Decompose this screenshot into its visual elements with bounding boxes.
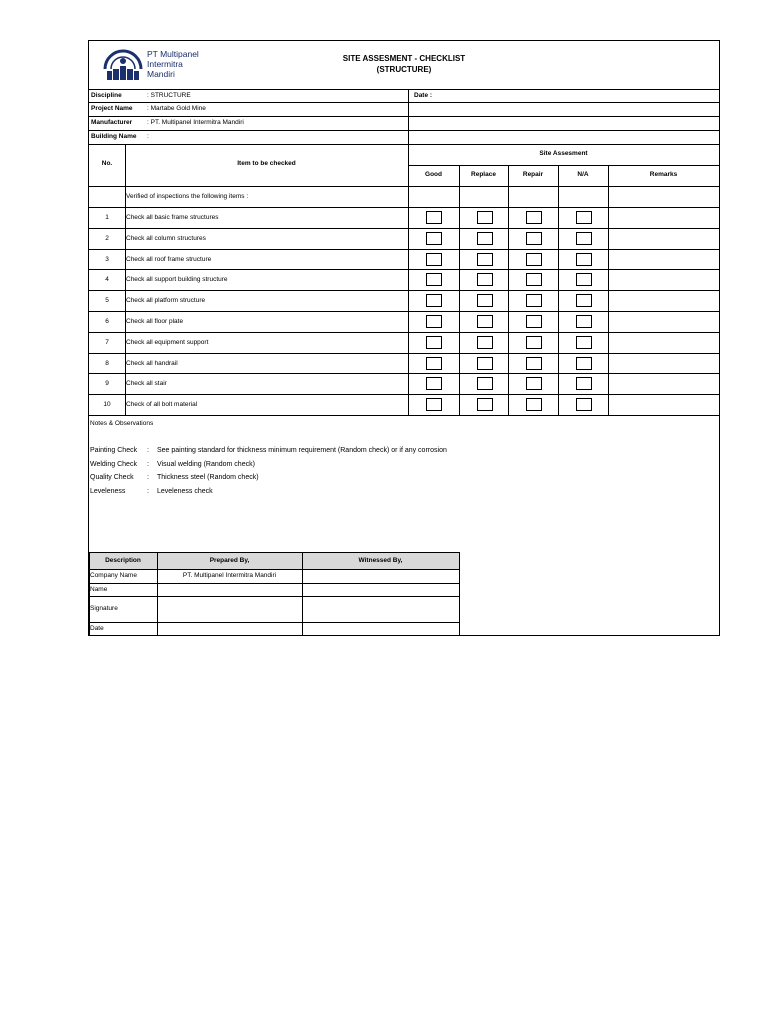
item-header: Item to be checked	[237, 160, 296, 167]
info-value: :	[147, 133, 149, 140]
checkbox-good[interactable]	[426, 336, 442, 349]
checkbox-repair[interactable]	[526, 294, 542, 307]
checkbox-na[interactable]	[576, 232, 592, 245]
col-rule	[608, 165, 609, 416]
info-row-rule	[89, 130, 719, 131]
column-header-good: Good	[425, 171, 442, 178]
row-rule	[89, 332, 719, 333]
note-colon: :	[147, 460, 149, 468]
checkbox-replace[interactable]	[477, 253, 493, 266]
checkbox-replace[interactable]	[477, 336, 493, 349]
info-label: Building Name	[91, 133, 137, 140]
company-name: PT Multipanel Intermitra Mandiri	[147, 49, 199, 79]
checkbox-good[interactable]	[426, 398, 442, 411]
row-number: 2	[105, 235, 109, 242]
checkbox-good[interactable]	[426, 357, 442, 370]
checkbox-na[interactable]	[576, 315, 592, 328]
row-number: 6	[105, 318, 109, 325]
checkbox-replace[interactable]	[477, 211, 493, 224]
checkbox-repair[interactable]	[526, 211, 542, 224]
checkbox-na[interactable]	[576, 357, 592, 370]
company-logo-icon	[101, 47, 145, 83]
row-rule	[89, 353, 719, 354]
row-number: 7	[105, 339, 109, 346]
column-header-repair: Repair	[522, 171, 544, 178]
note-colon: :	[147, 474, 149, 481]
checkbox-replace[interactable]	[477, 232, 493, 245]
signoff-col-rule	[459, 552, 460, 636]
row-item: Check all equipment support	[126, 339, 209, 346]
column-header-remarks: Remarks	[649, 171, 678, 178]
no-header: No.	[101, 160, 113, 167]
row-rule	[89, 394, 719, 395]
signoff-row-label: Name	[90, 586, 108, 593]
signoff-rule	[89, 552, 459, 553]
note-label: Painting Check	[90, 447, 138, 454]
checkbox-repair[interactable]	[526, 357, 542, 370]
checkbox-replace[interactable]	[477, 377, 493, 390]
row-rule	[89, 311, 719, 312]
info-row-rule	[89, 116, 719, 117]
note-text: Thickness steel (Random check)	[157, 474, 259, 481]
row-item: Check of all bolt material	[126, 401, 198, 408]
signoff-row-label: Signature	[90, 605, 118, 612]
checkbox-good[interactable]	[426, 232, 442, 245]
column-header-replace: Replace	[471, 171, 496, 178]
row-rule	[89, 269, 719, 270]
info-divider	[408, 89, 409, 144]
info-value: : Martabe Gold Mine	[147, 105, 206, 112]
row-item: Check all stair	[126, 380, 167, 387]
col-rule	[558, 165, 559, 416]
checkbox-na[interactable]	[576, 253, 592, 266]
checkbox-repair[interactable]	[526, 336, 542, 349]
checkbox-na[interactable]	[576, 398, 592, 411]
signoff-rule	[89, 622, 459, 623]
signoff-header-2: Witnessed By,	[358, 557, 403, 564]
info-value: : PT. Multipanel Intermitra Mandiri	[147, 119, 244, 126]
info-label: Discipline	[91, 92, 122, 99]
signoff-rule	[89, 596, 459, 597]
info-row-rule	[89, 144, 719, 145]
info-value: : STRUCTURE	[147, 92, 191, 99]
signoff-header-0: Description	[105, 557, 141, 564]
document-title: SITE ASSESMENT - CHECKLIST (STRUCTURE)	[342, 54, 466, 74]
note-label: Quality Check	[90, 474, 134, 481]
row-number: 10	[103, 401, 111, 408]
signoff-header-1: Prepared By,	[209, 557, 250, 564]
note-text: Visual welding (Random check)	[157, 460, 255, 468]
row-rule	[89, 373, 719, 374]
checkbox-repair[interactable]	[526, 232, 542, 245]
checkbox-good[interactable]	[426, 315, 442, 328]
note-colon: :	[147, 487, 149, 495]
row-number: 5	[105, 297, 109, 304]
row-number: 8	[105, 360, 109, 367]
checkbox-replace[interactable]	[477, 294, 493, 307]
checklist-sheet	[88, 40, 720, 636]
note-label: Leveleness	[90, 487, 126, 495]
checkbox-good[interactable]	[426, 294, 442, 307]
info-label: Manufacturer	[91, 119, 133, 126]
header-rule	[89, 186, 719, 187]
document-header	[89, 41, 719, 89]
note-text: See painting standard for thickness minimum requirement (Random check) or if any corrosion	[157, 447, 447, 454]
verified-intro: Verified of inspections the following items :	[126, 193, 249, 200]
row-rule	[89, 207, 719, 208]
row-item: Check all handrail	[126, 360, 178, 367]
checkbox-na[interactable]	[576, 336, 592, 349]
note-label: Welding Check	[90, 460, 137, 468]
info-label: Project Name	[91, 105, 133, 112]
notes-title: Notes & Observations	[90, 420, 154, 427]
checkbox-na[interactable]	[576, 294, 592, 307]
signoff-prepared-value: PT. Multipanel Intermitra Mandiri	[182, 572, 277, 579]
signoff-row-label: Company Name	[90, 572, 137, 579]
date-label: Date :	[414, 92, 433, 99]
note-text: Leveleness check	[157, 487, 213, 495]
col-rule	[459, 165, 460, 416]
checkbox-replace[interactable]	[477, 357, 493, 370]
site-assesment-header: Site Assesment	[539, 150, 588, 157]
row-item: Check all support building structure	[126, 276, 228, 283]
row-rule	[89, 228, 719, 229]
checkbox-good[interactable]	[426, 211, 442, 224]
checkbox-na[interactable]	[576, 273, 592, 286]
row-item: Check all floor plate	[126, 318, 184, 325]
note-colon: :	[147, 447, 149, 454]
signoff-rule	[89, 569, 459, 570]
row-rule	[89, 249, 719, 250]
checkbox-replace[interactable]	[477, 315, 493, 328]
col-rule	[125, 144, 126, 187]
info-row-rule	[89, 102, 719, 103]
row-item: Check all basic frame structures	[126, 214, 219, 221]
col-rule	[508, 165, 509, 416]
header-rule	[408, 165, 719, 166]
checkbox-na[interactable]	[576, 211, 592, 224]
checkbox-repair[interactable]	[526, 253, 542, 266]
row-number: 1	[105, 214, 109, 221]
checkbox-repair[interactable]	[526, 377, 542, 390]
column-header-na: N/A	[577, 171, 589, 178]
checkbox-replace[interactable]	[477, 398, 493, 411]
checkbox-good[interactable]	[426, 253, 442, 266]
checkbox-good[interactable]	[426, 377, 442, 390]
row-number: 4	[105, 276, 109, 283]
signoff-rule	[89, 583, 459, 584]
row-number: 3	[105, 256, 109, 263]
col-rule	[125, 186, 126, 416]
checkbox-replace[interactable]	[477, 273, 493, 286]
checkbox-good[interactable]	[426, 273, 442, 286]
checkbox-na[interactable]	[576, 377, 592, 390]
checkbox-repair[interactable]	[526, 273, 542, 286]
row-item: Check all platform structure	[126, 297, 206, 304]
col-rule	[408, 144, 409, 416]
row-rule	[89, 290, 719, 291]
row-number: 9	[105, 380, 109, 387]
checkbox-repair[interactable]	[526, 315, 542, 328]
row-item: Check all column structures	[126, 235, 206, 242]
row-item: Check all roof frame structure	[126, 256, 212, 263]
checkbox-repair[interactable]	[526, 398, 542, 411]
row-rule	[89, 415, 719, 416]
info-row-rule	[89, 89, 719, 90]
signoff-row-label: Date	[90, 625, 104, 632]
